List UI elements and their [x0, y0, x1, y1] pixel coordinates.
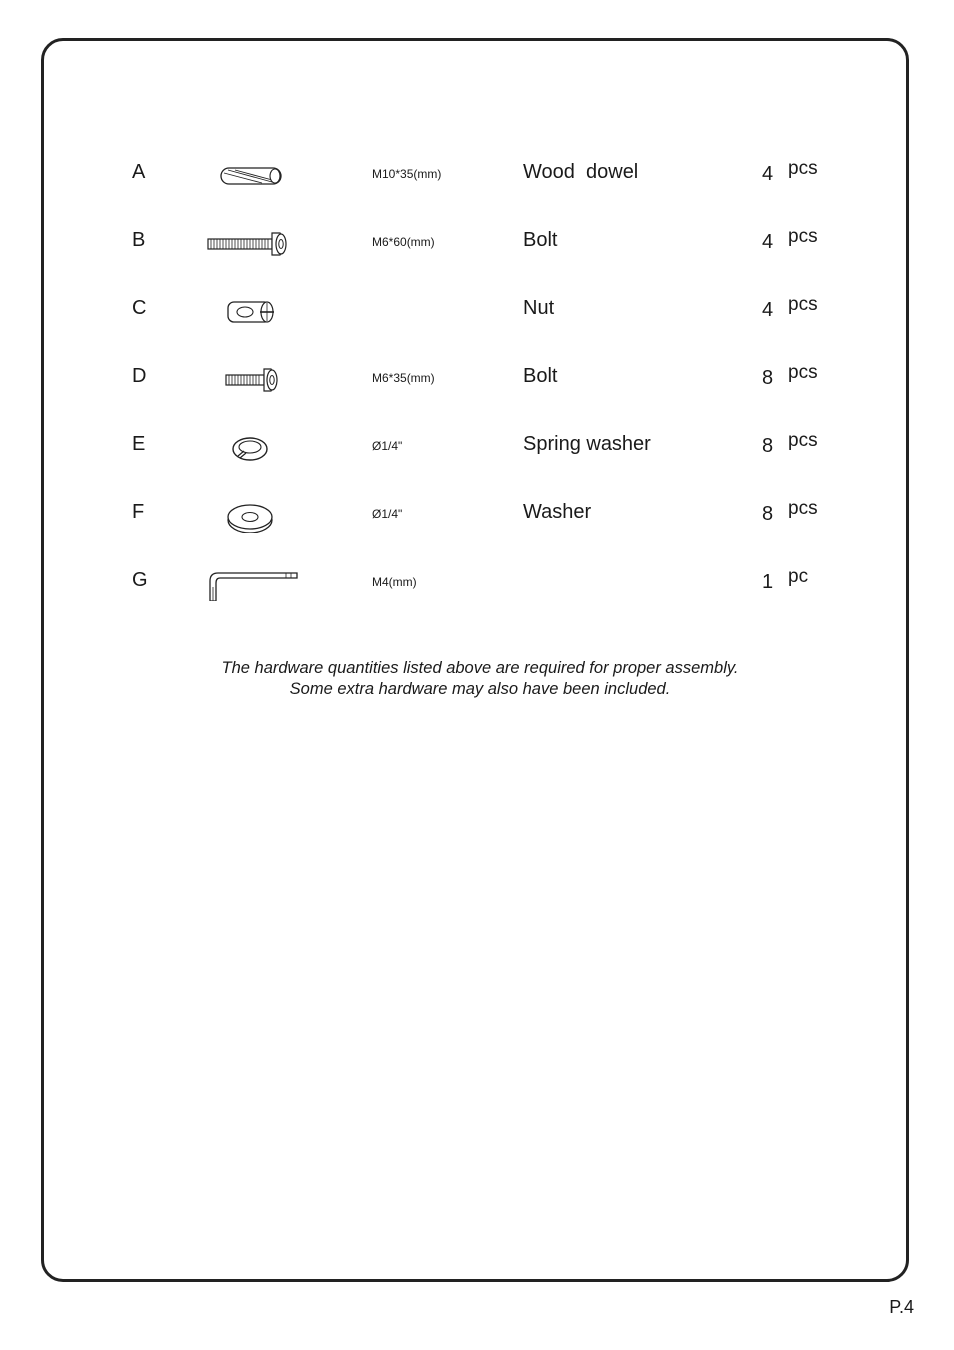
hardware-spec: Ø1/4" — [372, 507, 403, 521]
hardware-letter: G — [132, 569, 148, 591]
hardware-quantity: 8 — [762, 435, 774, 457]
hardware-quantity: 8 — [762, 367, 774, 389]
hardware-row-f — [0, 495, 954, 535]
hardware-quantity: 4 — [762, 299, 774, 321]
hardware-quantity: 4 — [762, 163, 774, 185]
hardware-row-d — [0, 359, 954, 399]
short-bolt-icon — [200, 361, 310, 397]
hardware-spec: M6*35(mm) — [372, 371, 435, 385]
hardware-note-line-1: The hardware quantities listed above are required for proper assembly. — [221, 659, 739, 677]
page-number: P.4 — [889, 1297, 914, 1317]
hardware-row-e — [0, 427, 954, 467]
hardware-spec: Ø1/4" — [372, 439, 403, 453]
flat-washer-icon — [200, 497, 310, 533]
hardware-unit: pcs — [788, 294, 818, 315]
hardware-spec: M10*35(mm) — [372, 167, 442, 181]
hardware-quantity: 8 — [762, 503, 774, 525]
hardware-spec: M6*60(mm) — [372, 235, 435, 249]
hardware-name: Wood dowel — [523, 161, 639, 183]
hardware-row-b — [0, 223, 954, 263]
hardware-unit: pcs — [788, 430, 818, 451]
allen-key-icon — [200, 565, 310, 601]
hardware-row-g — [0, 563, 954, 603]
hardware-letter: C — [132, 297, 147, 319]
hardware-row-a — [0, 155, 954, 195]
hardware-quantity: 4 — [762, 231, 774, 253]
hardware-unit: pcs — [788, 226, 818, 247]
hardware-name: Bolt — [523, 365, 558, 387]
hardware-name: Bolt — [523, 229, 558, 251]
hardware-quantity: 1 — [762, 571, 774, 593]
barrel-nut-icon — [200, 293, 310, 329]
spring-washer-icon — [200, 429, 310, 465]
long-bolt-icon — [200, 225, 310, 261]
hardware-letter: F — [132, 501, 145, 523]
hardware-note-line-2: Some extra hardware may also have been included. — [289, 680, 671, 698]
hardware-unit: pcs — [788, 158, 818, 179]
hardware-unit: pc — [788, 566, 809, 587]
hardware-letter: D — [132, 365, 147, 387]
wood-dowel-icon — [200, 157, 310, 193]
hardware-spec: M4(mm) — [372, 575, 417, 589]
hardware-letter: A — [132, 161, 146, 183]
hardware-name: Spring washer — [523, 433, 651, 455]
hardware-name: Nut — [523, 297, 555, 319]
hardware-unit: pcs — [788, 362, 818, 383]
hardware-letter: B — [132, 229, 146, 251]
hardware-letter: E — [132, 433, 146, 455]
hardware-unit: pcs — [788, 498, 818, 519]
hardware-row-c — [0, 291, 954, 331]
hardware-name: Washer — [523, 501, 592, 523]
